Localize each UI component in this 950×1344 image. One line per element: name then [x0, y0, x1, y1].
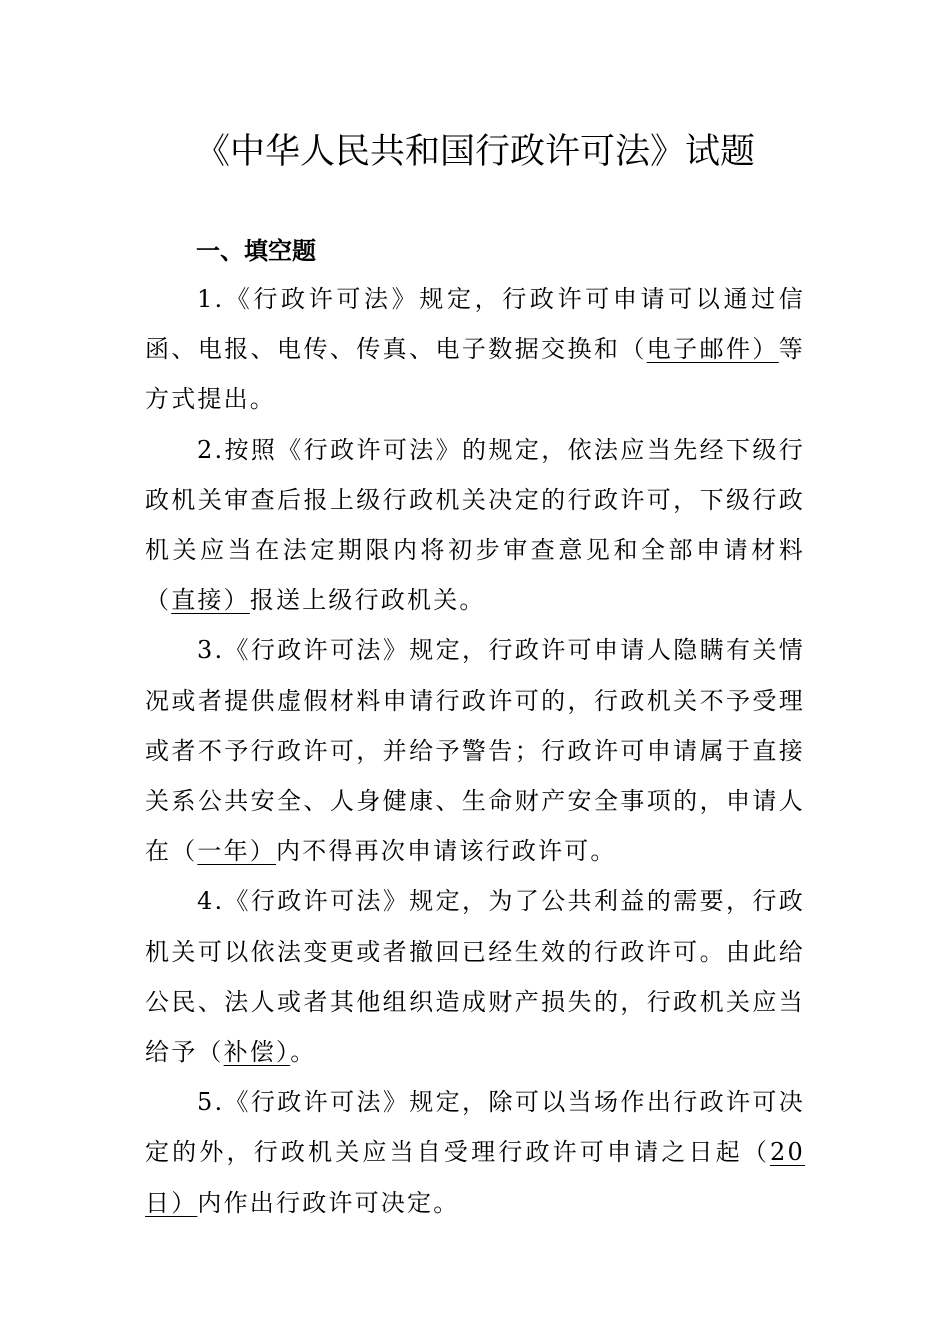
question-1	[145, 274, 805, 425]
answer-blank: 一年）	[197, 837, 277, 866]
answer-blank: 20日）	[145, 1138, 805, 1217]
question-text: 1.《行政许可法》规定，行政许可申请可以通过信函、电报、电传、传真、电子数据交换和（	[145, 285, 805, 364]
question-text: 内作出行政许可决定。	[197, 1188, 460, 1217]
question-3	[145, 625, 805, 876]
question-text: 等方式提出。	[145, 335, 805, 414]
question-text: 报送上级行政机关。	[249, 586, 486, 615]
question-5	[145, 1077, 805, 1228]
question-4	[145, 876, 805, 1077]
answer-blank: 电子邮件）	[646, 335, 779, 364]
question-text: 5.《行政许可法》规定，除可以当场作出行政许可决定的外，行政机关应当自受理行政许可申请之日起（	[145, 1088, 805, 1167]
question-text: 2.按照《行政许可法》的规定，依法应当先经下级行政机关审查后报上级行政机关决定的行政许可，下级行政机关应当在法定期限内将初步审查意见和全部申请材料（	[145, 435, 805, 615]
answer-blank: 补偿）	[223, 1038, 291, 1067]
question-text: 内不得再次申请该行政许可。	[276, 837, 617, 866]
question-text: 。	[290, 1038, 317, 1067]
document-title: 《中华人民共和国行政许可法》试题	[194, 132, 755, 172]
question-2	[145, 425, 805, 626]
question-text: 3.《行政许可法》规定，行政许可申请人隐瞒有关情况或者提供虚假材料申请行政许可的，行政机关不予受理或者不予行政许可，并给予警告；行政许可申请属于直接关系公共安全、人身健康、生命财产安全事项的，申请人在（	[145, 636, 805, 866]
answer-blank: 直接）	[171, 586, 250, 615]
question-text: 4.《行政许可法》规定，为了公共利益的需要，行政机关可以依法变更或者撤回已经生效的行政许可。由此给公民、法人或者其他组织造成财产损失的，行政机关应当给予（	[145, 887, 805, 1067]
section-heading: 一、填空题	[196, 237, 316, 265]
question-list	[145, 274, 805, 1228]
